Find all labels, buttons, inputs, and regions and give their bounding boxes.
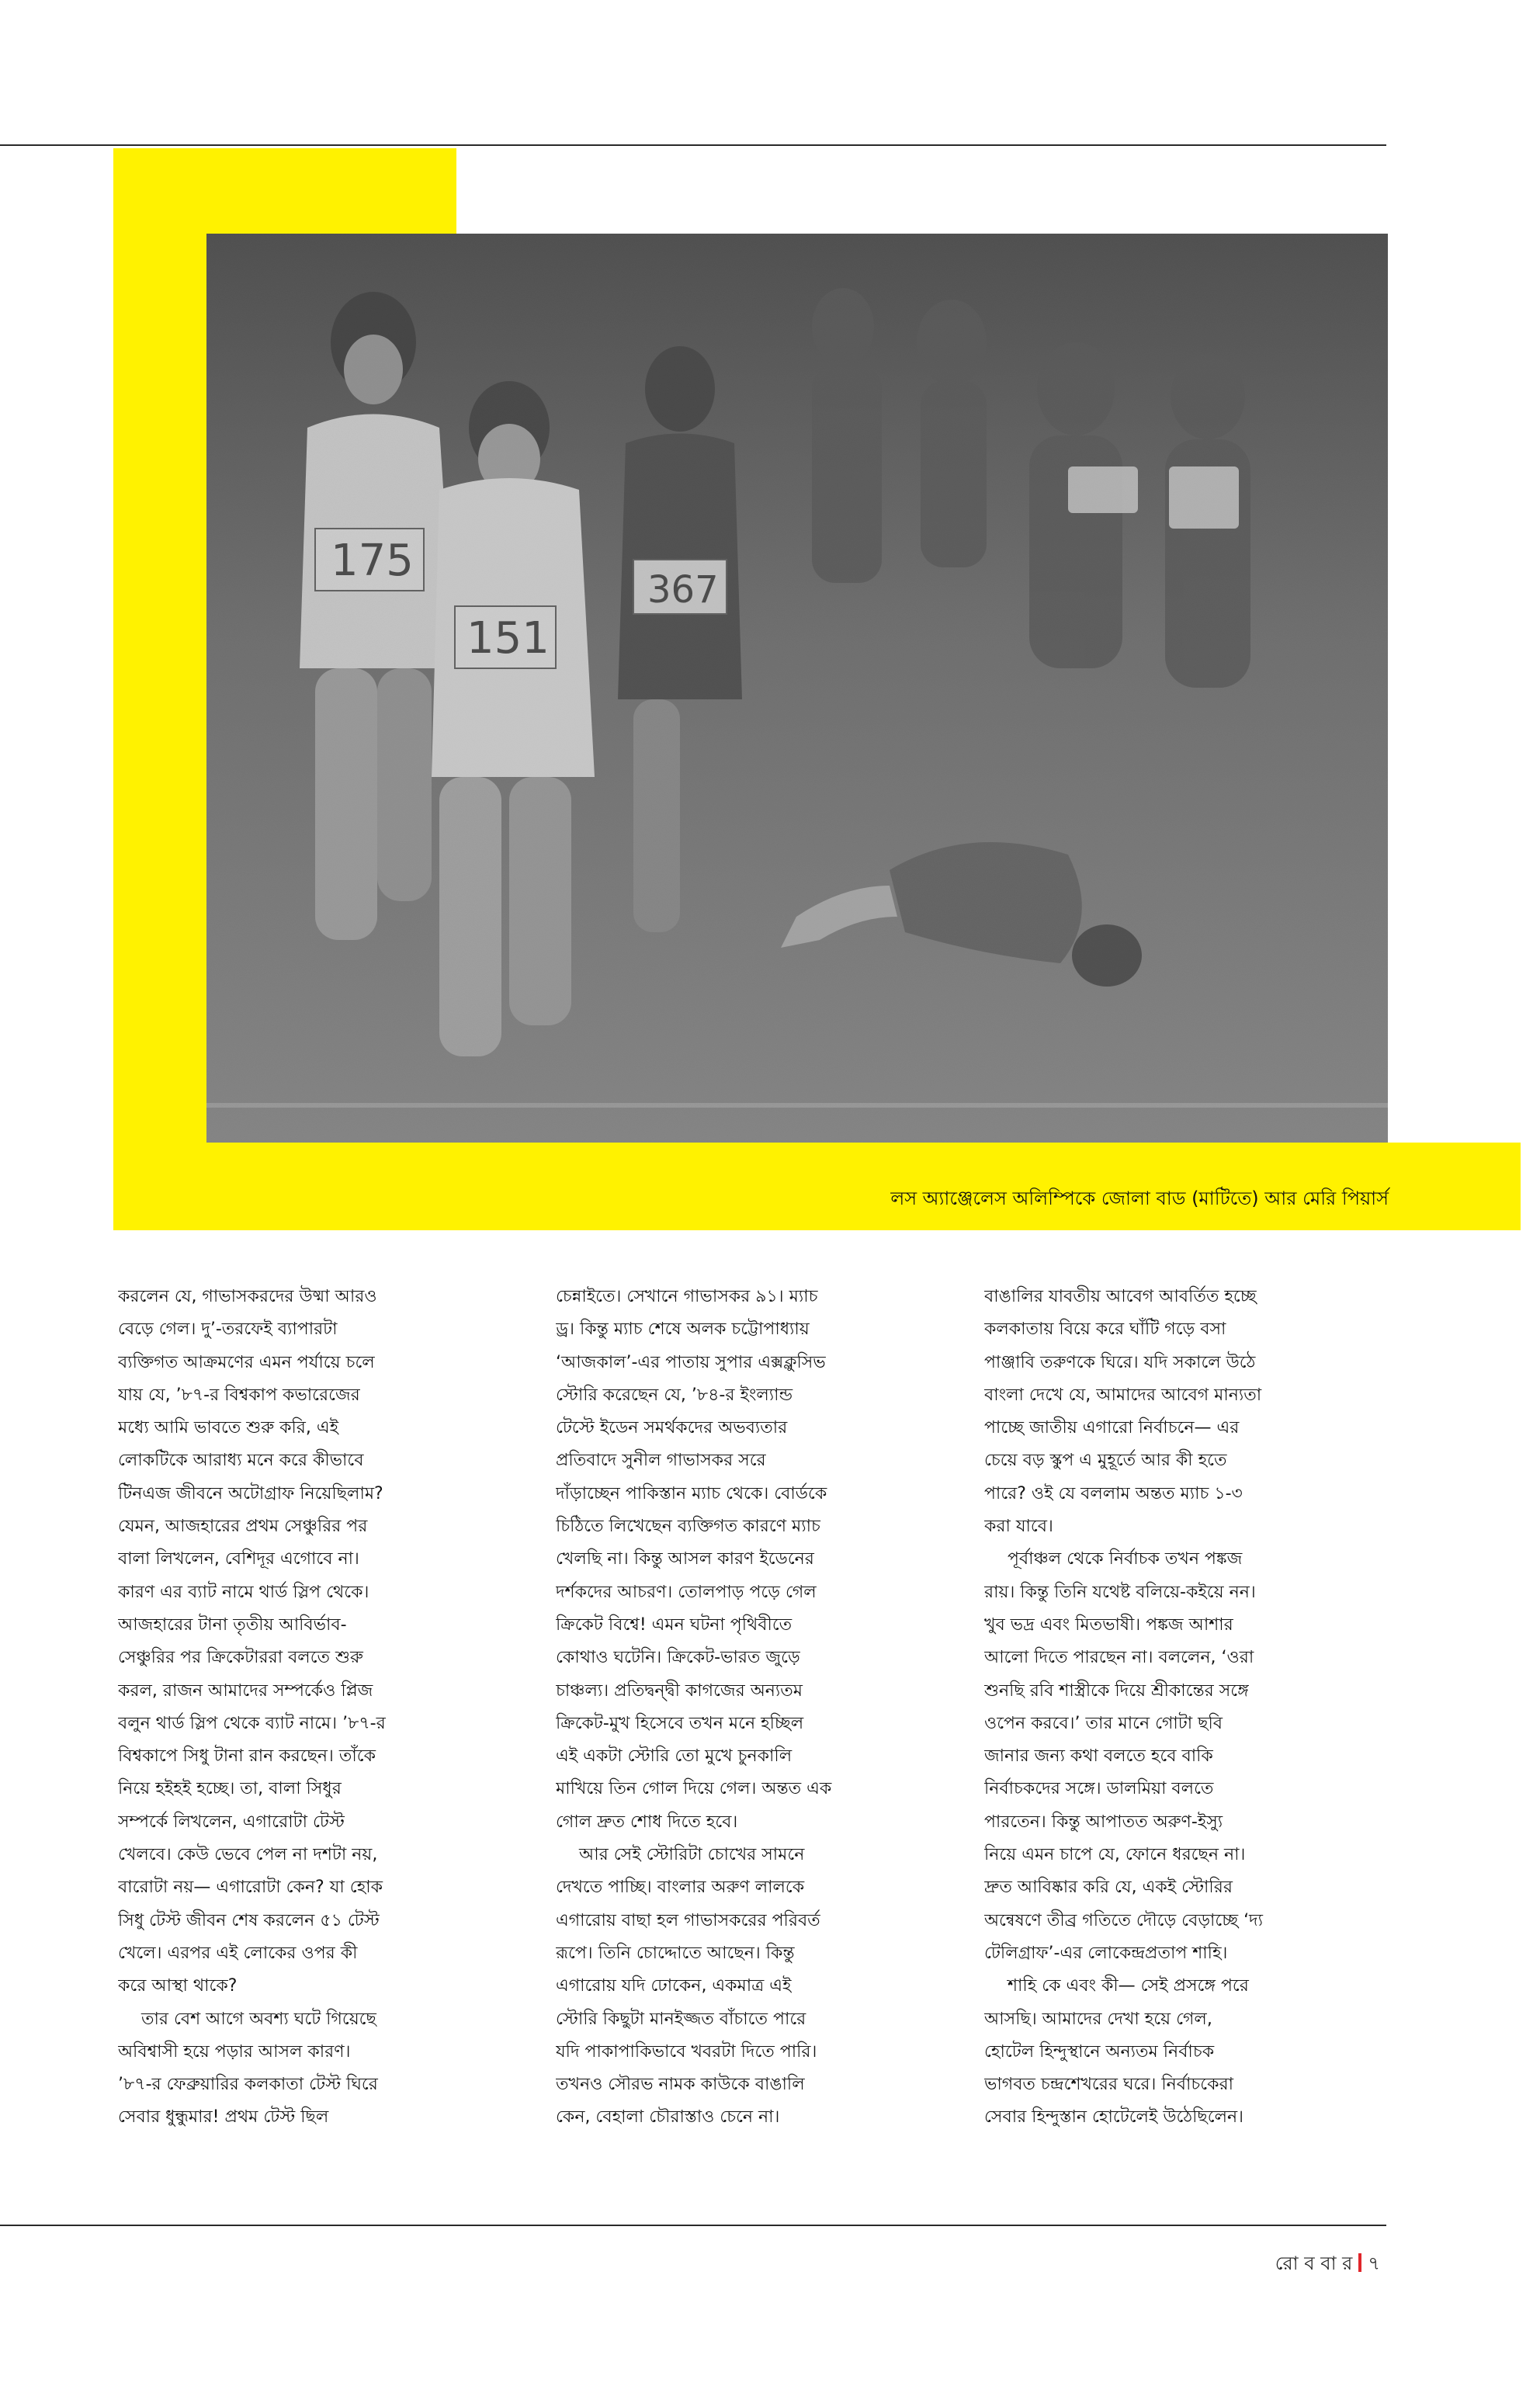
text-line: রূপে। তিনি চোদ্দোতে আছেন। কিন্তু — [556, 1943, 795, 1963]
photo-caption: লস অ্যাঞ্জেলেস অলিম্পিকে জোলা বাড (মাটিতে) আর মেরি পিয়ার্স — [890, 1188, 1389, 1209]
text-line: টেস্টে ইডেন সমর্থকদের অভব্যতার — [556, 1418, 788, 1438]
text-line: ব্যক্তিগত আক্রমণের এমন পর্যায়ে চলে — [118, 1352, 375, 1372]
text-line: কারণ এর ব্যাট নামে থার্ড স্লিপ থেকে। — [118, 1582, 369, 1602]
text-line: পাঞ্জাবি তরুণকে ঘিরে। যদি সকালে উঠে — [984, 1352, 1256, 1372]
text-line: করা যাবে। — [984, 1517, 1053, 1537]
text-line: মাখিয়ে তিন গোল দিয়ে গেল। অন্তত এক — [556, 1779, 832, 1799]
text-line: তার বেশ আগে অবশ্য ঘটে গিয়েছে — [141, 2009, 376, 2029]
text-line: নিয়ে এমন চাপে যে, ফোনে ধরছেন না। — [984, 1845, 1246, 1865]
text-line: সিধু টেস্ট জীবন শেষ করলেন ৫১ টেস্ট — [118, 1910, 380, 1930]
text-column-2 — [556, 1281, 942, 2135]
text-line: সেবার হিন্দুস্তান হোটেলেই উঠেছিলেন। — [984, 2107, 1243, 2128]
text-line: নির্বাচকদের সঙ্গে। ডালমিয়া বলতে — [984, 1779, 1214, 1799]
text-line: দর্শকদের আচরণ। তোলপাড় পড়ে গেল — [556, 1582, 817, 1602]
text-line: শাহি কে এবং কী— সেই প্রসঙ্গে পরে — [1008, 1976, 1249, 1996]
page-number: ৭ — [1368, 2253, 1380, 2274]
text-line: মধ্যে আমি ভাবতে শুরু করি, এই — [118, 1418, 339, 1438]
page-footer — [1275, 2249, 1380, 2280]
text-line: বাঙালির যাবতীয় আবেগ আবর্তিত হচ্ছে — [984, 1287, 1257, 1306]
text-line: ‘আজকাল’-এর পাতায় সুপার এক্সক্লুসিভ — [556, 1352, 826, 1372]
bottom-rule — [0, 2225, 1386, 2226]
bib-175: 175 — [331, 536, 414, 586]
text-line: হোটেল হিন্দুস্থানে অন্যতম নির্বাচক — [984, 2041, 1215, 2062]
text-column-1 — [118, 1281, 505, 2135]
text-line: আলো দিতে পারছেন না। বললেন, ‘ওরা — [984, 1648, 1254, 1668]
text-line: এই একটা স্টোরি তো মুখে চুনকালি — [556, 1746, 793, 1767]
text-line: কোথাও ঘটেনি। ক্রিকেট-ভারত জুড়ে — [556, 1648, 800, 1668]
text-line: আর সেই স্টোরিটা চোখের সামনে — [579, 1845, 805, 1865]
text-line: সেঞ্চুরির পর ক্রিকেটাররা বলতে শুরু — [118, 1648, 363, 1668]
text-line: বারোটা নয়— এগারোটা কেন? যা হোক — [118, 1878, 383, 1898]
text-line: ক্রিকেট বিশ্বে! এমন ঘটনা পৃথিবীতে — [556, 1614, 793, 1635]
yellow-frame-left — [113, 148, 206, 1230]
bib-367: 367 — [647, 568, 719, 612]
text-line: অবিশ্বাসী হয়ে পড়ার আসল কারণ। — [118, 2041, 351, 2062]
text-line: যেমন, আজহারের প্রথম সেঞ্চুরির পর — [118, 1517, 368, 1537]
text-line: করল, রাজন আমাদের সম্পর্কেও প্লিজ — [118, 1680, 373, 1701]
text-line: রায়। কিন্তু তিনি যথেষ্ট বলিয়ে-কইয়ে নন। — [984, 1582, 1256, 1602]
text-line: ড্র। কিন্তু ম্যাচ শেষে অলক চট্টোপাধ্যায় — [556, 1320, 810, 1340]
text-line: আসছি। আমাদের দেখা হয়ে গেল, — [984, 2009, 1212, 2029]
text-line: যায় যে, ’৮৭-র বিশ্বকাপ কভারেজের — [118, 1385, 360, 1405]
text-line: বালা লিখলেন, বেশিদূর এগোবে না। — [118, 1549, 359, 1569]
text-line: টিনএজ জীবনে অটোগ্রাফ নিয়েছিলাম? — [118, 1483, 383, 1503]
text-line: বাংলা দেখে যে, আমাদের আবেগ মান্যতা — [984, 1385, 1262, 1405]
text-column-3 — [984, 1281, 1371, 2135]
text-line: বিশ্বকাপে সিধু টানা রান করছেন। তাঁকে — [118, 1746, 376, 1767]
text-line: বলুন থার্ড স্লিপ থেকে ব্যাট নামে। ’৮৭-র — [118, 1713, 386, 1733]
top-rule — [0, 144, 1386, 146]
race-photo — [206, 234, 1388, 1143]
text-line: চেয়ে বড় স্কুপ এ মুহূর্তে আর কী হতে — [984, 1451, 1227, 1471]
text-line: যদি পাকাপাকিভাবে খবরটা দিতে পারি। — [556, 2041, 817, 2062]
text-line: দেখতে পাচ্ছি। বাংলার অরুণ লালকে — [556, 1878, 805, 1898]
text-line: তখনও সৌরভ নামক কাউকে বাঙালি — [556, 2075, 805, 2095]
text-line: সম্পর্কে লিখলেন, এগারোটা টেস্ট — [118, 1812, 345, 1832]
text-line: স্টোরি কিছুটা মানইজ্জত বাঁচাতে পারে — [556, 2009, 806, 2029]
text-line: ক্রিকেট-মুখ হিসেবে তখন মনে হচ্ছিল — [556, 1713, 804, 1733]
text-line: আজহারের টানা তৃতীয় আবির্ভাব- — [118, 1614, 347, 1635]
text-line: করলেন যে, গাভাসকরদের উষ্মা আরও — [118, 1287, 377, 1306]
text-line: পূর্বাঞ্চল থেকে নির্বাচক তখন পঙ্কজ — [1008, 1549, 1243, 1569]
text-line: খেলছি না। কিন্তু আসল কারণ ইডেনের — [556, 1549, 814, 1569]
photo-runners — [206, 234, 1388, 1143]
text-line: করে আস্থা থাকে? — [118, 1976, 238, 1996]
text-line: চেন্নাইতে। সেখানে গাভাসকর ৯১। ম্যাচ — [556, 1287, 818, 1306]
text-line: গোল দ্রুত শোধ দিতে হবে। — [556, 1812, 738, 1832]
text-line: পারতেন। কিন্তু আপাতত অরুণ-ইস্যু — [984, 1812, 1223, 1832]
text-line: বেড়ে গেল। দু’-তরফেই ব্যাপারটা — [118, 1320, 338, 1340]
text-line: পাচ্ছে জাতীয় এগারো নির্বাচনে— এর — [984, 1418, 1240, 1438]
text-line: চাঞ্চল্য। প্রতিদ্বন্দ্বী কাগজের অন্যতম — [556, 1680, 803, 1701]
text-line: খুব ভদ্র এবং মিতভাষী। পঙ্কজ আশার — [984, 1614, 1233, 1635]
text-line: লোকটিকে আরাধ্য মনে করে কীভাবে — [118, 1451, 364, 1471]
text-line: চিঠিতে লিখেছেন ব্যক্তিগত কারণে ম্যাচ — [556, 1517, 820, 1537]
footer-separator — [1358, 2253, 1361, 2272]
text-line: টেলিগ্রাফ’-এর লোকেন্দ্রপ্রতাপ শাহি। — [984, 1943, 1228, 1963]
text-line: স্টোরি করেছেন যে, ’৮৪-র ইংল্যান্ড — [556, 1385, 793, 1405]
bib-151: 151 — [467, 613, 550, 664]
text-line: দ্রুত আবিষ্কার করি যে, একই স্টোরির — [984, 1878, 1233, 1898]
text-line: ’৮৭-র ফেব্রুয়ারির কলকাতা টেস্ট ঘিরে — [118, 2075, 378, 2095]
text-line: এগারোয় বাছা হল গাভাসকরের পরিবর্ত — [556, 1910, 820, 1930]
text-line: খেলে। এরপর এই লোকের ওপর কী — [118, 1943, 358, 1963]
text-line: প্রতিবাদে সুনীল গাভাসকর সরে — [556, 1451, 766, 1471]
text-line: এগারোয় যদি ঢোকেন, একমাত্র এই — [556, 1976, 792, 1996]
text-line: খেলবে। কেউ ভেবে পেল না দশটা নয়, — [118, 1845, 378, 1865]
text-line: কলকাতায় বিয়ে করে ঘাঁটি গড়ে বসা — [984, 1320, 1226, 1340]
text-line: সেবার ধুন্ধুমার! প্রথম টেস্ট ছিল — [118, 2107, 329, 2128]
text-line: কেন, বেহালা চৌরাস্তাও চেনে না। — [556, 2107, 780, 2128]
text-line: অন্বেষণে তীব্র গতিতে দৌড়ে বেড়াচ্ছে ‘দ্য — [984, 1910, 1263, 1930]
text-line: ভাগবত চন্দ্রশেখরের ঘরে। নির্বাচকেরা — [984, 2075, 1233, 2095]
text-line: নিয়ে হইহই হচ্ছে। তা, বালা সিধুর — [118, 1779, 342, 1799]
text-line: শুনছি রবি শাস্ত্রীকে দিয়ে শ্রীকান্তের সঙ্গে — [984, 1680, 1249, 1701]
text-line: জানার জন্য কথা বলতে হবে বাকি — [984, 1746, 1213, 1767]
text-line: দাঁড়াচ্ছেন পাকিস্তান ম্যাচ থেকে। বোর্ডকে — [556, 1483, 827, 1503]
text-line: ওপেন করবে।’ তার মানে গোটা ছবি — [984, 1713, 1223, 1733]
magazine-name: রো ব বা র — [1275, 2253, 1353, 2274]
text-line: পারে? ওই যে বললাম অন্তত ম্যাচ ১-৩ — [984, 1483, 1243, 1503]
